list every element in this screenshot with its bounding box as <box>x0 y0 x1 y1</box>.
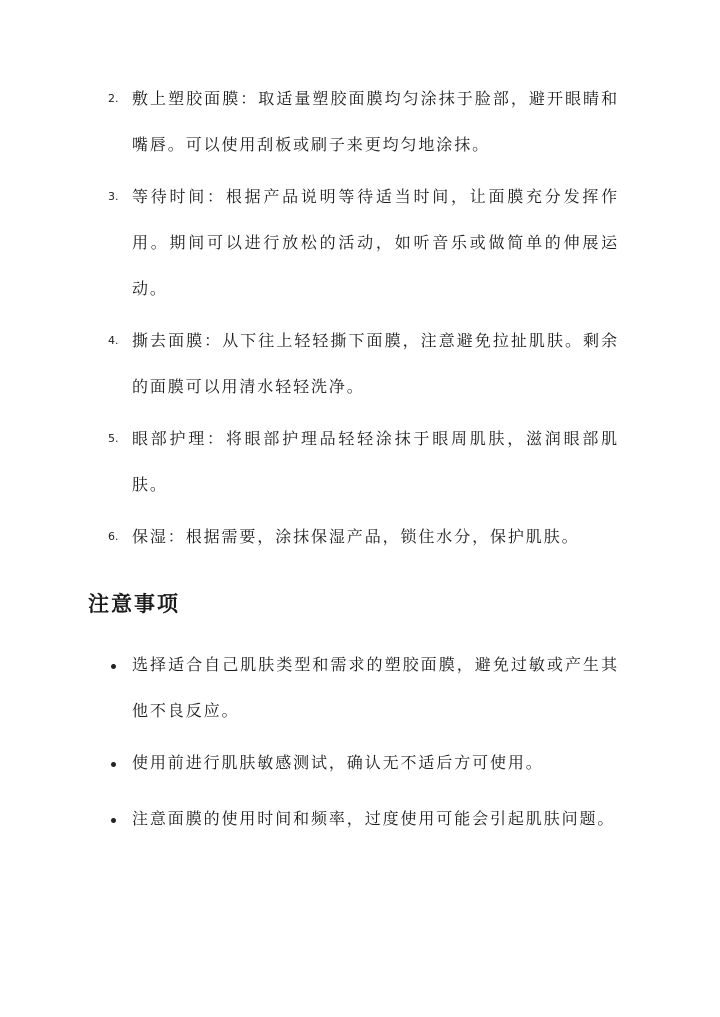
list-item-text: 敷上塑胶面膜：取适量塑胶面膜均匀涂抹于脸部，避开眼睛和嘴唇。可以使用刮板或刷子来更均匀地涂抹。 <box>132 89 619 154</box>
list-item-note-1 <box>104 642 619 734</box>
list-number: 5. <box>108 432 119 445</box>
list-item-step-3 <box>104 174 619 312</box>
list-item-text: 注意面膜的使用时间和频率，过度使用可能会引起肌肤问题。 <box>132 809 616 828</box>
list-number: 3. <box>108 190 119 203</box>
list-number: 4. <box>108 334 119 347</box>
bullet-icon <box>111 664 116 669</box>
list-item-text: 撕去面膜：从下往上轻轻撕下面膜，注意避免拉扯肌肤。剩余的面膜可以用清水轻轻洗净。 <box>132 331 619 396</box>
list-item-text: 眼部护理：将眼部护理品轻轻涂抹于眼周肌肤，滋润眼部肌肤。 <box>132 429 619 494</box>
list-item-text: 选择适合自己肌肤类型和需求的塑胶面膜，避免过敏或产生其他不良反应。 <box>132 655 619 720</box>
bullet-icon <box>111 762 116 767</box>
list-number: 6. <box>108 530 119 543</box>
bullet-icon <box>111 818 116 823</box>
list-item-text: 使用前进行肌肤敏感测试，确认无不适后方可使用。 <box>132 753 544 772</box>
list-item-step-6 <box>104 514 619 560</box>
list-item-step-5 <box>104 416 619 508</box>
list-item-note-3 <box>104 796 619 842</box>
list-item-step-2 <box>104 76 619 168</box>
list-item-step-4 <box>104 318 619 410</box>
section-heading-notes: 注意事项 <box>88 591 180 616</box>
list-item-text: 等待时间：根据产品说明等待适当时间，让面膜充分发挥作用。期间可以进行放松的活动，如听音乐或做简单的伸展运动。 <box>132 187 619 298</box>
list-item-text: 保湿：根据需要，涂抹保湿产品，锁住水分，保护肌肤。 <box>132 527 580 546</box>
list-item-note-2 <box>104 740 619 786</box>
list-number: 2. <box>108 92 119 105</box>
